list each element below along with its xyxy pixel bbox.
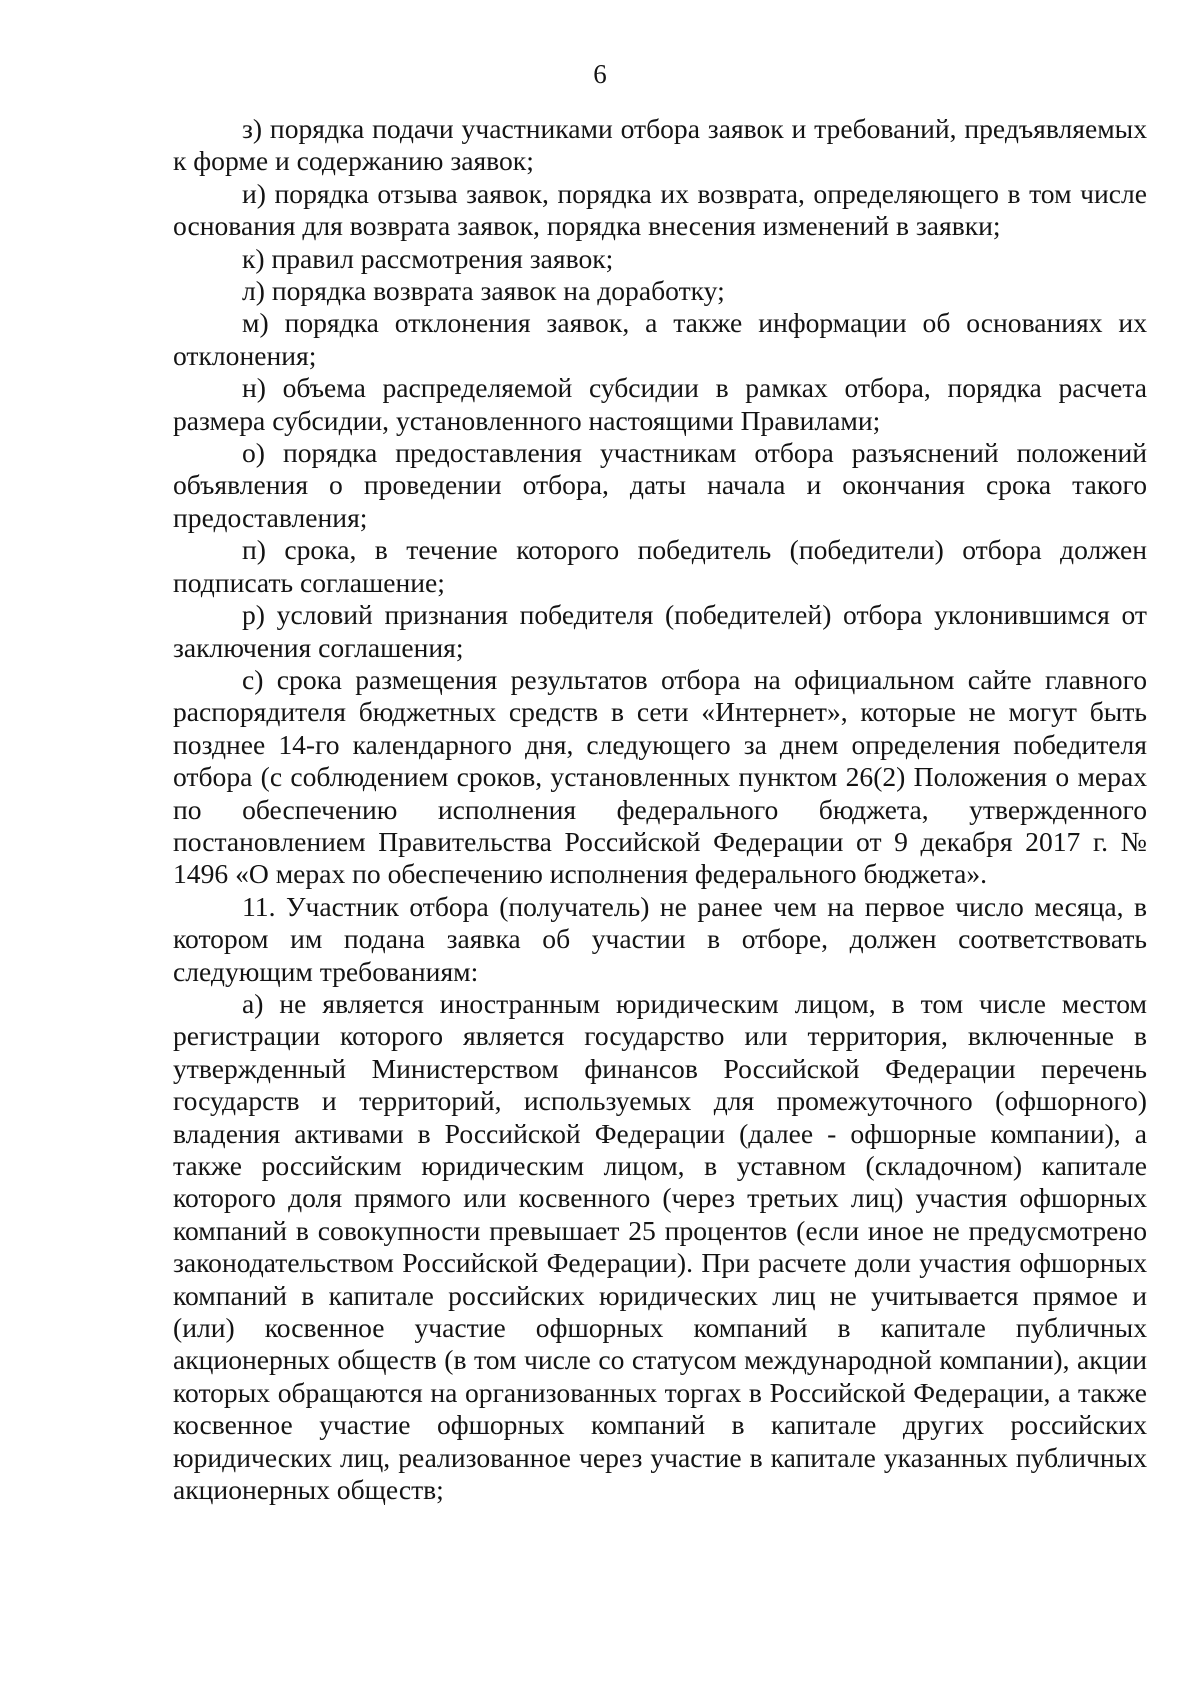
paragraph-s: с) срока размещения результатов отбора на официальном сайте главного распорядителя бюджетных средств в сети «Интернет», которые не могут быть позднее 14-го календарного дня, следующего за днем определения победителя отбора (с соблюдением сроков, установленных пунктом 26(2) Положения о мерах по обеспечению исполнения федерального бюджета, утвержденного постановлением Правительства Российской Федерации от 9 декабря 2017 г. № 1496 «О мерах по обеспечению исполнения федерального бюджета». xyxy=(173,663,1147,890)
paragraph-i: и) порядка отзыва заявок, порядка их возврата, определяющего в том числе основания для возврата заявок, порядка внесения изменений в заявки; xyxy=(173,177,1147,242)
paragraph-z: з) порядка подачи участниками отбора заявок и требований, предъявляемых к форме и содержанию заявок; xyxy=(173,113,1147,177)
paragraph-k: к) правил рассмотрения заявок; xyxy=(242,242,614,274)
paragraph-m: м) порядка отклонения заявок, а также информации об основаниях их отклонения; xyxy=(173,307,1147,371)
page-number: 6 xyxy=(593,59,607,89)
paragraph-o: о) порядка предоставления участникам отбора разъяснений положений объявления о проведении отбора, даты начала и окончания срока такого предоставления; xyxy=(173,437,1147,533)
paragraph-11: 11. Участник отбора (получатель) не ранее чем на первое число месяца, в котором им подана заявка об участии в отборе, должен соответствовать следующим требованиям: xyxy=(173,890,1147,987)
paragraph-l: л) порядка возврата заявок на доработку; xyxy=(242,275,725,307)
document-body xyxy=(173,113,1147,1506)
paragraph-p: п) срока, в течение которого победитель (победители) отбора должен подписать соглашение; xyxy=(173,534,1147,598)
paragraph-n: н) объема распределяемой субсидии в рамках отбора, порядка расчета размера субсидии, установленного настоящими Правилами; xyxy=(173,372,1147,436)
paragraph-r: р) условий признания победителя (победителей) отбора уклонившимся от заключения соглашения; xyxy=(173,599,1147,663)
paragraph-a: а) не является иностранным юридическим лицом, в том числе местом регистрации которого является государство или территория, включенные в утвержденный Министерством финансов Российской Федерации перечень государств и территорий, используемых для промежуточного (офшорного) владения активами в Российской Федерации (далее - офшорные компании), а также российским юридическим лицом, в уставном (складочном) капитале которого доля прямого или косвенного (через третьих лиц) участия офшорных компаний в совокупности превышает 25 процентов (если иное не предусмотрено законодательством Российской Федерации). При расчете доли участия офшорных компаний в капитале российских юридических лиц не учитывается прямое и (или) косвенное участие офшорных компаний в капитале публичных акционерных обществ (в том числе со статусом международной компании), акции которых обращаются на организованных торгах в Российской Федерации, а также косвенное участие офшорных компаний в капитале других российских юридических лиц, реализованное через участие в капитале указанных публичных акционерных обществ; xyxy=(173,987,1147,1506)
